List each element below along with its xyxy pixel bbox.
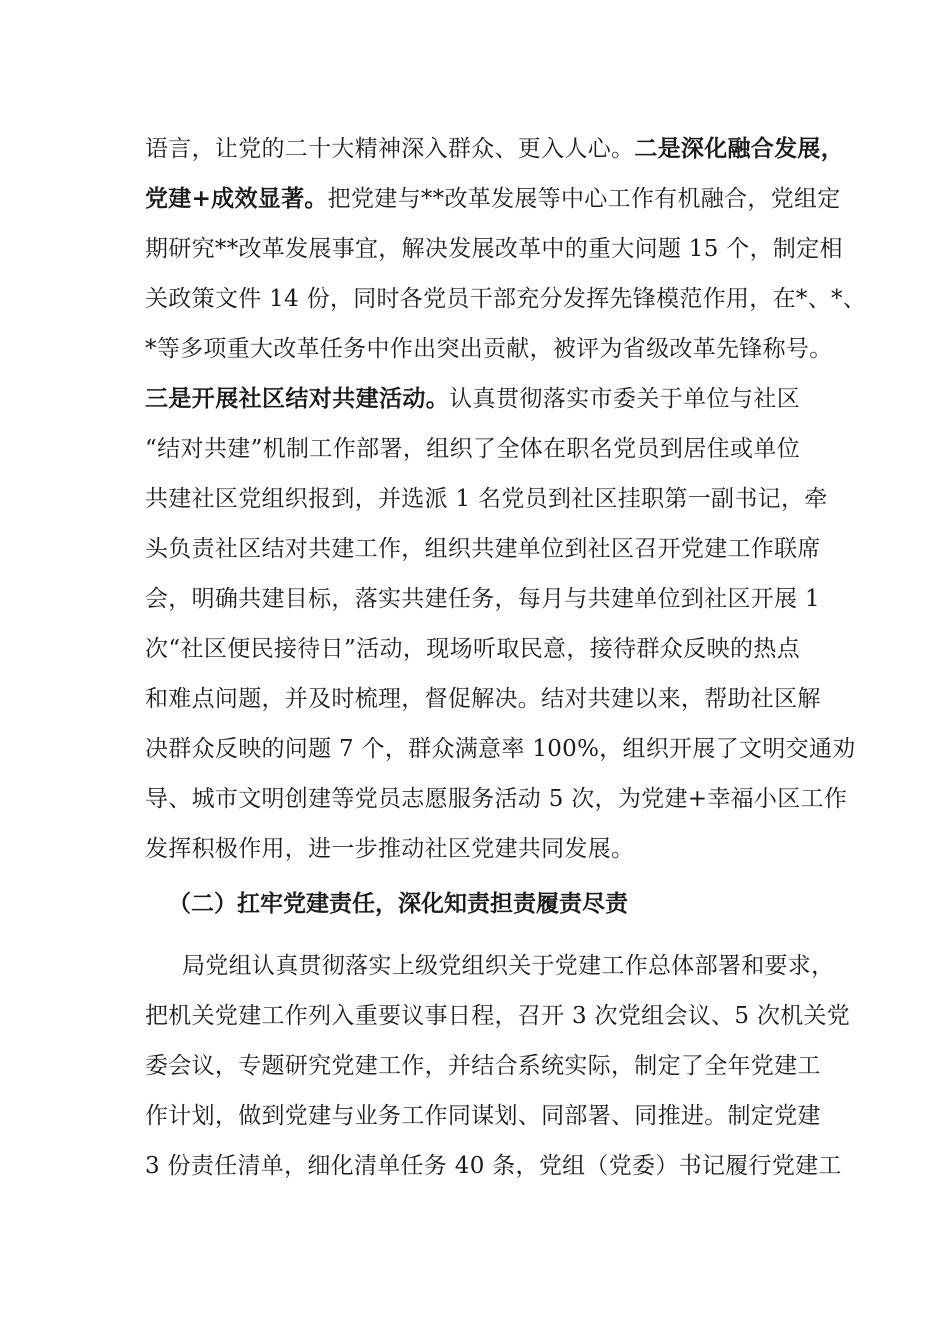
paragraph-line: 发挥积极作用，进一步推动社区党建共同发展。 [145,836,635,862]
text-span: 语言，让党的二十大精神深入群众、更入人心。 [145,136,635,162]
paragraph-line: 共建社区党组织报到，并选派 1 名党员到社区挂职第一副书记，牵 [145,486,828,512]
text-span: 把党建与**改革发展等中心工作有机融合，党组定 [327,186,841,212]
bold-text-span: 党建+成效显著。 [145,185,328,212]
text-span: 认真贯彻落实市委关于单位与社区 [449,386,801,412]
paragraph-line: 期研究**改革发展事宜，解决发展改革中的重大问题 15 个，制定相 [145,236,843,262]
paragraph-line: “结对共建”机制工作部署，组织了全体在职名党员到居住或单位 [145,436,800,462]
paragraph-line: 导、城市文明创建等党员志愿服务活动 5 次，为党建+幸福小区工作 [145,786,848,812]
paragraph-line: 关政策文件 14 份，同时各党员干部充分发挥先锋模范作用，在*、*、 [145,286,867,312]
paragraph-line: 局党组认真贯彻落实上级党组织关于党建工作总体部署和要求， [182,953,835,979]
paragraph-line: 决群众反映的问题 7 个，群众满意率 100%，组织开展了文明交通劝 [145,736,856,762]
paragraph-line: 头负责社区结对共建工作，组织共建单位到社区召开党建工作联席 [145,536,821,562]
paragraph-line [145,383,800,415]
paragraph-line: 和难点问题，并及时梳理，督促解决。结对共建以来，帮助社区解 [145,686,821,712]
paragraph-line: 把机关党建工作列入重要议事日程，召开 3 次党组会议、5 次机关党 [145,1003,851,1029]
paragraph-line: 3 份责任清单，细化清单任务 40 条，党组（党委）书记履行党建工 [145,1153,842,1179]
bold-text-span: 二是深化融合发展， [634,135,845,162]
paragraph-line: 次“社区便民接待日”活动，现场听取民意，接待群众反映的热点 [145,636,800,662]
paragraph-line: 会，明确共建目标，落实共建任务，每月与共建单位到社区开展 1 [145,586,820,612]
paragraph-line [145,133,845,165]
section-heading: （二）扛牢党建责任，深化知责担责履责尽责 [168,890,628,917]
paragraph-line: *等多项重大改革任务中作出突出贡献，被评为省级改革先锋称号。 [145,336,833,362]
paragraph-line: 委会议，专题研究党建工作，并结合系统实际，制定了全年党建工 [145,1053,821,1079]
paragraph-line: 作计划，做到党建与业务工作同谋划、同部署、同推进。制定党建 [145,1103,821,1129]
paragraph-line [145,183,841,215]
bold-text-span: 三是开展社区结对共建活动。 [145,385,450,412]
